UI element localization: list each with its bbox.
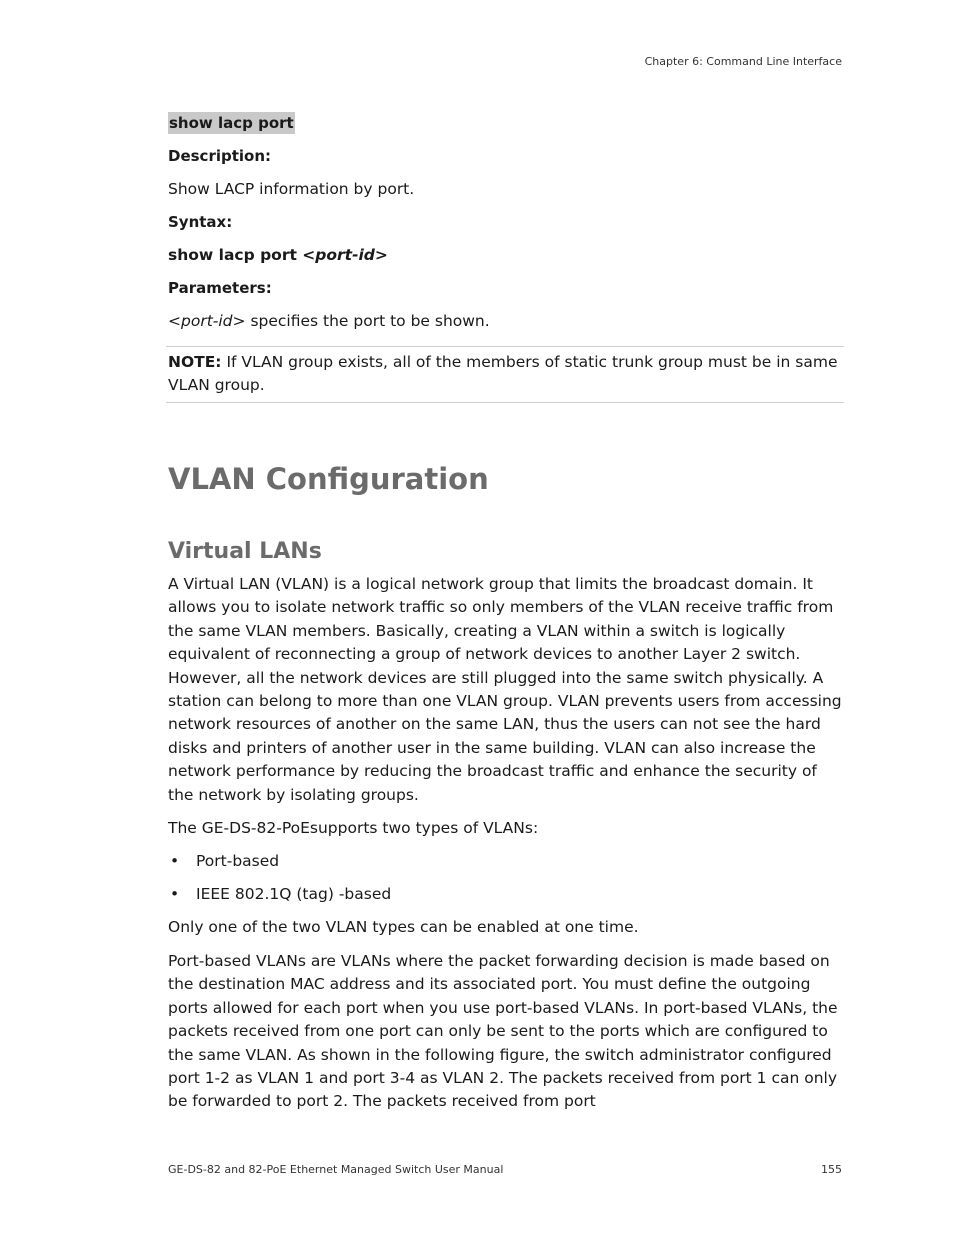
footer-page-number: 155: [821, 1163, 842, 1176]
vlan-types-list: [168, 850, 844, 906]
command-title: show lacp port: [169, 114, 294, 132]
vlan-intro-paragraph: A Virtual LAN (VLAN) is a logical network group that limits the broadcast domain. It allows you to isolate network traffic so only members of the VLAN receive traffic from the same VLAN members. Basically, creating a VLAN within a switch is logically equivalent of reconnecting a group of network devices to another Layer 2 switch. However, all the network devices are still plugged into the same switch physically. A station can belong to more than one VLAN group. VLAN prevents users from accessing network resources of another on the same LAN, thus the users can not see the hard disks and printers of another user in the same building. VLAN can also increase the network performance by reducing the broadcast traffic and enhance the security of the network by isolating groups.: [168, 575, 842, 804]
syntax-param: port-id: [315, 246, 375, 264]
syntax-suffix: >: [374, 246, 388, 264]
subsection-title: Virtual LANs: [168, 539, 322, 564]
parameter-description: [168, 310, 844, 332]
description-text: Show LACP information by port.: [168, 180, 415, 198]
list-item: [168, 883, 844, 906]
parameters-label: Parameters:: [168, 279, 272, 297]
param-close: >: [232, 312, 246, 330]
syntax-label: Syntax:: [168, 213, 233, 231]
param-open: <: [168, 312, 181, 330]
description-label: Description:: [168, 147, 272, 165]
vlan-types-paragraph: The GE-DS-82-PoEsupports two types of VLANs:: [168, 819, 539, 838]
page-content: [168, 112, 844, 1114]
note-text: If VLAN group exists, all of the members of static trunk group must be in same VLAN group.: [168, 353, 838, 394]
port-based-paragraph: Port-based VLANs are VLANs where the packet forwarding decision is made based on the destination MAC address and its associated port. You must define the outgoing ports allowed for each port when you use port-based VLANs. In port-based VLANs, the packets received from one port can only be sent to the ports which are configured to the same VLAN. As shown in the following figure, the switch administrator configured port 1-2 as VLAN 1 and port 3-4 as VLAN 2. The packets received from port 1 can only be forwarded to port 2. The packets received from port: [168, 951, 838, 1111]
syntax-prefix: show lacp port <: [168, 246, 316, 264]
section-title: VLAN Configuration: [168, 462, 489, 496]
running-header: Chapter 6: Command Line Interface: [644, 55, 842, 68]
bullet-icon: •: [170, 885, 180, 904]
list-item: [168, 850, 844, 873]
vlan-exclusive-paragraph: Only one of the two VLAN types can be enabled at one time.: [168, 918, 639, 937]
note-label: NOTE:: [168, 353, 222, 371]
param-desc: specifies the port to be shown.: [245, 312, 490, 330]
footer-manual-title: GE-DS-82 and 82-PoE Ethernet Managed Switch User Manual: [168, 1163, 504, 1176]
note-box: [166, 346, 844, 403]
syntax-text: [168, 244, 844, 266]
list-item-text: Port-based: [196, 852, 280, 871]
list-item-text: IEEE 802.1Q (tag) -based: [196, 885, 392, 904]
bullet-icon: •: [170, 852, 180, 871]
param-name: port-id: [181, 312, 233, 330]
